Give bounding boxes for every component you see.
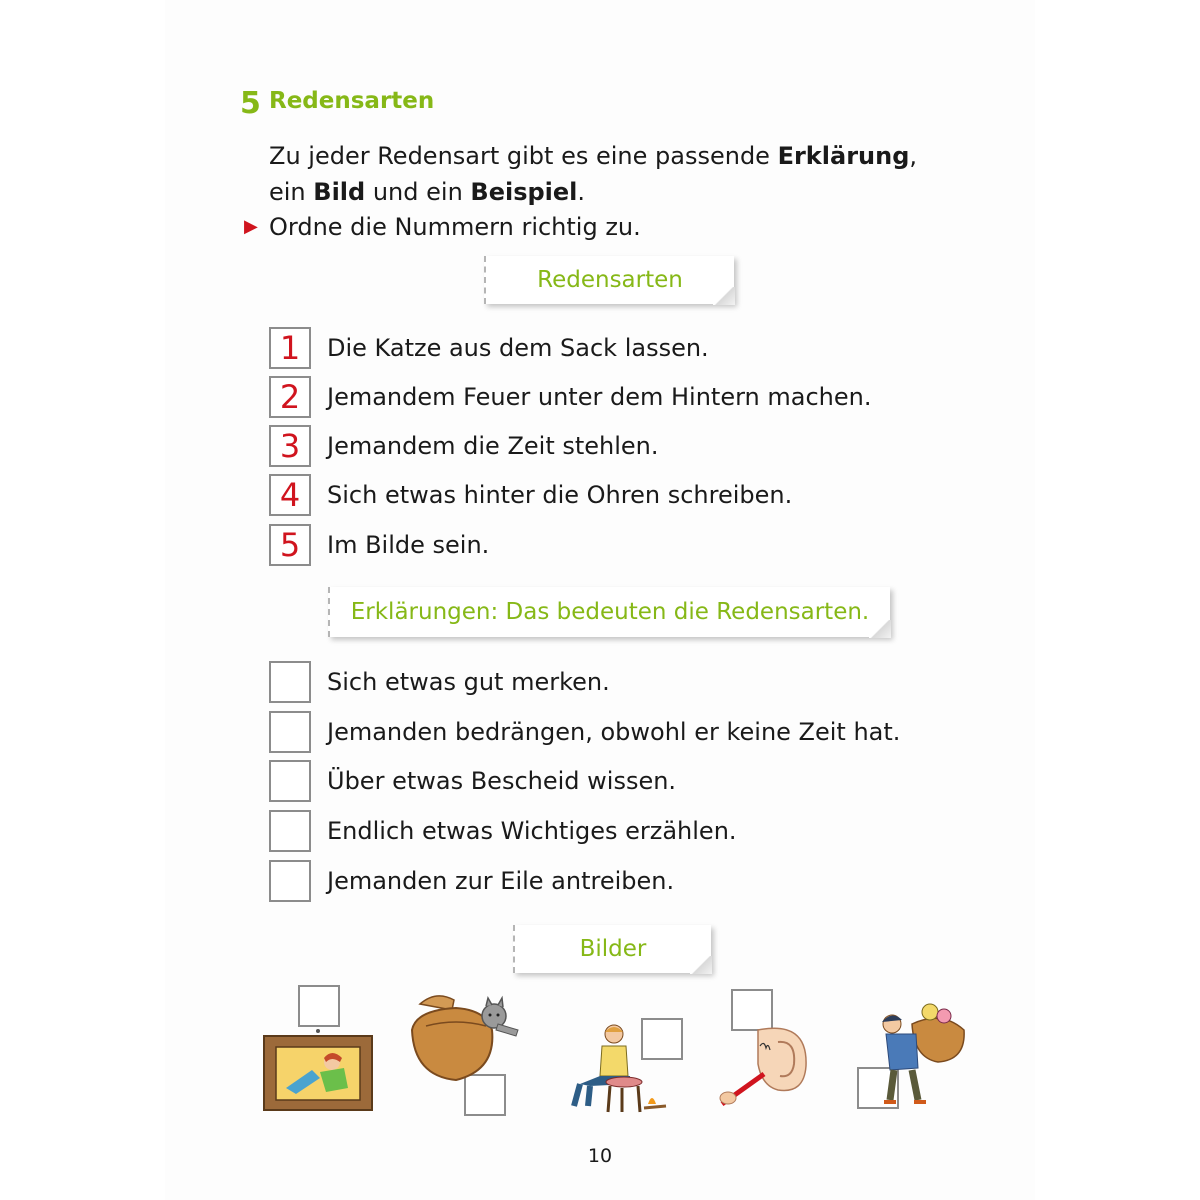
page-number: 10 — [587, 1145, 613, 1167]
intro-text-part: . — [577, 178, 586, 206]
cat-in-sack-icon — [406, 990, 524, 1084]
intro-bold-word: Bild — [313, 178, 366, 206]
number-box: 2 — [269, 376, 311, 418]
redensart-text: Die Katze aus dem Sack lassen. — [327, 334, 709, 362]
person-in-picture-frame-icon — [262, 1028, 374, 1112]
intro-text-part: , — [909, 142, 918, 170]
intro-text-part: ein — [269, 178, 314, 206]
redensart-row — [269, 425, 659, 467]
section-header-text: Redensarten — [537, 267, 683, 293]
erklaerung-text: Sich etwas gut merken. — [327, 668, 610, 696]
number-box: 3 — [269, 425, 311, 467]
redensart-row — [269, 376, 871, 418]
person-carrying-clock-sack-icon — [872, 1000, 970, 1106]
erklaerung-row — [269, 661, 610, 703]
redensart-row — [269, 474, 792, 516]
answer-box[interactable] — [269, 810, 311, 852]
intro-bold-word: Erklärung — [777, 142, 910, 170]
picture-answer-box[interactable] — [298, 985, 340, 1027]
intro-bold-word: Beispiel — [470, 178, 578, 206]
answer-box[interactable] — [269, 860, 311, 902]
answer-box[interactable] — [269, 760, 311, 802]
instruction — [244, 210, 641, 244]
erklaerung-row — [269, 760, 676, 802]
section-header-redensarten — [484, 256, 734, 304]
answer-box[interactable] — [269, 661, 311, 703]
redensart-text: Jemandem die Zeit stehlen. — [327, 432, 659, 460]
exercise-number: 5 — [240, 86, 261, 121]
intro-line-2 — [269, 174, 917, 210]
section-header-text: Erklärungen: Das bedeuten die Redensarten. — [350, 599, 870, 625]
section-header-text: Bilder — [579, 936, 647, 962]
intro-text — [269, 138, 917, 210]
erklaerung-text: Endlich etwas Wichtiges erzählen. — [327, 817, 737, 845]
answer-box[interactable] — [269, 711, 311, 753]
intro-text-part: und ein — [365, 178, 471, 206]
redensart-text: Sich etwas hinter die Ohren schreiben. — [327, 481, 793, 509]
erklaerung-text: Jemanden zur Eile antreiben. — [327, 867, 675, 895]
number-box: 4 — [269, 474, 311, 516]
play-arrow-icon: ▶ — [244, 216, 258, 237]
number-box: 1 — [269, 327, 311, 369]
section-header-bilder — [513, 925, 711, 973]
erklaerung-row — [269, 810, 737, 852]
person-on-stool-with-fire-icon — [560, 1024, 670, 1116]
redensart-text: Jemandem Feuer unter dem Hintern machen. — [327, 383, 872, 411]
redensart-row — [269, 524, 489, 566]
erklaerung-text: Über etwas Bescheid wissen. — [327, 767, 677, 795]
number-box: 5 — [269, 524, 311, 566]
intro-text-part: Zu jeder Redensart gibt es eine passende — [269, 142, 778, 170]
redensart-row — [269, 327, 709, 369]
intro-line-1 — [269, 138, 917, 174]
section-header-erklaerungen — [328, 587, 890, 637]
redensart-text: Im Bilde sein. — [327, 531, 490, 559]
erklaerung-text: Jemanden bedrängen, obwohl er keine Zeit hat. — [327, 718, 901, 746]
erklaerung-row — [269, 711, 900, 753]
erklaerung-row — [269, 860, 674, 902]
writing-behind-ear-icon — [718, 1020, 812, 1110]
instruction-text: Ordne die Nummern richtig zu. — [269, 213, 641, 241]
exercise-title: Redensarten — [269, 88, 435, 114]
